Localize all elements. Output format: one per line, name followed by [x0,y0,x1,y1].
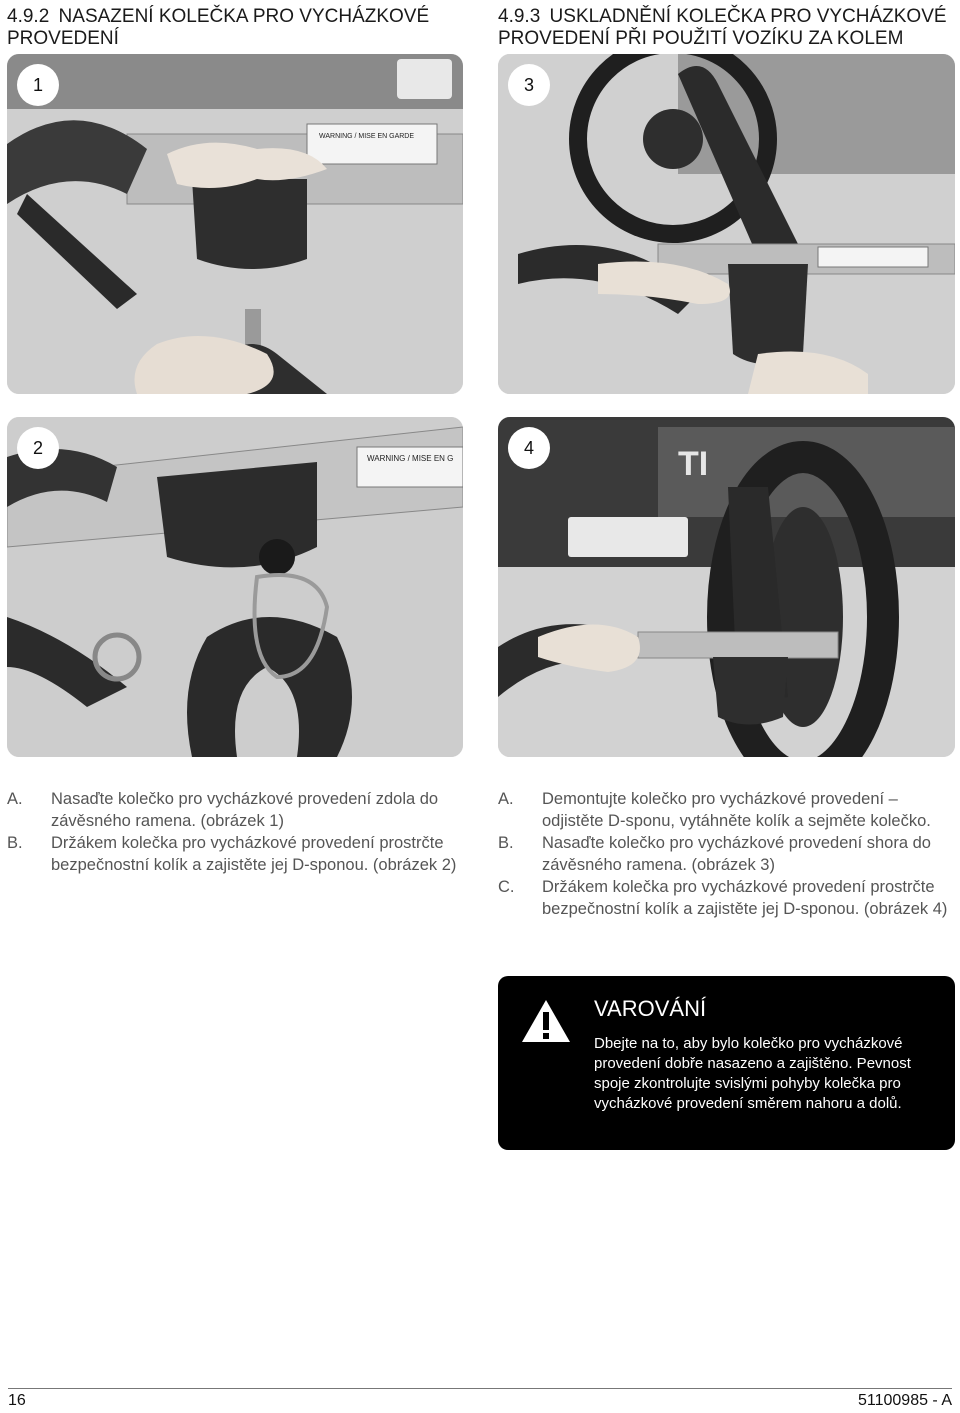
instruction-step [498,876,958,920]
step-text: Nasaďte kolečko pro vycházkové provedení shora do závěsného ramena. (obrázek 3) [542,834,931,874]
figure-1-illustration [7,54,463,394]
step-letter: B. [7,834,23,852]
step-letter: B. [498,834,514,852]
figure-2-illustration [7,417,463,757]
section-number: 4.9.3 [498,6,541,27]
figure-3-photo [498,54,955,394]
step-text: Demontujte kolečko pro vycházkové provedení – odjistěte D-sponu, vytáhněte kolík a sejměte kolečko. [542,790,931,830]
instruction-step [7,832,457,876]
figure-2-photo [7,417,463,757]
step-letter: A. [498,790,514,808]
warning-box [498,976,955,1150]
footer-divider [8,1388,952,1389]
page-number: 16 [8,1392,26,1409]
figure-4-illustration [498,417,955,757]
figure-4-photo [498,417,955,757]
figure-1-photo [7,54,463,394]
right-instructions [498,788,958,920]
instruction-step [7,788,457,832]
step-text: Nasaďte kolečko pro vycházkové provedení zdola do závěsného ramena. (obrázek 1) [51,790,439,830]
step-letter: C. [498,878,515,896]
figure-3-illustration [498,54,955,394]
right-section-heading [498,6,958,50]
warning-triangle-icon [520,998,572,1044]
svg-text:WARNING / MISE EN G: WARNING / MISE EN G [367,454,454,463]
instruction-step [498,832,958,876]
left-instructions [7,788,457,876]
section-number: 4.9.2 [7,6,50,27]
section-title: USKLADNĚNÍ KOLEČKA PRO VYCHÁZKOVÉ PROVEDENÍ PŘI POUŽITÍ VOZÍKU ZA KOLEM [498,6,947,49]
svg-text:WARNING / MISE EN GARDE: WARNING / MISE EN GARDE [319,133,415,140]
document-code: 51100985 - A [857,1392,952,1409]
figure-number-badge: 2 [17,427,59,469]
warning-body: Dbejte na to, aby bylo kolečko pro vycházkové provedení dobře nasazeno a zajištěno. Pevnost spoje zkontrolujte svislými pohyby kolečka pro vycházkové provedení směrem nahoru a dolů. [594,1035,911,1112]
step-text: Držákem kolečka pro vycházkové provedení prostrčte bezpečnostní kolík a zajistěte jej D-sponou. (obrázek 2) [51,834,457,874]
svg-text:TI: TI [678,445,709,483]
figure-number-badge: 3 [508,64,550,106]
step-letter: A. [7,790,23,808]
warning-title: VAROVÁNÍ [594,996,707,1021]
figure-number-badge: 1 [17,64,59,106]
instruction-step [498,788,958,832]
section-title: NASAZENÍ KOLEČKA PRO VYCHÁZKOVÉ PROVEDENÍ [7,6,430,49]
figure-number-badge: 4 [508,427,550,469]
left-section-heading [7,6,457,50]
step-text: Držákem kolečka pro vycházkové provedení prostrčte bezpečnostní kolík a zajistěte jej D-sponou. (obrázek 4) [542,878,948,918]
